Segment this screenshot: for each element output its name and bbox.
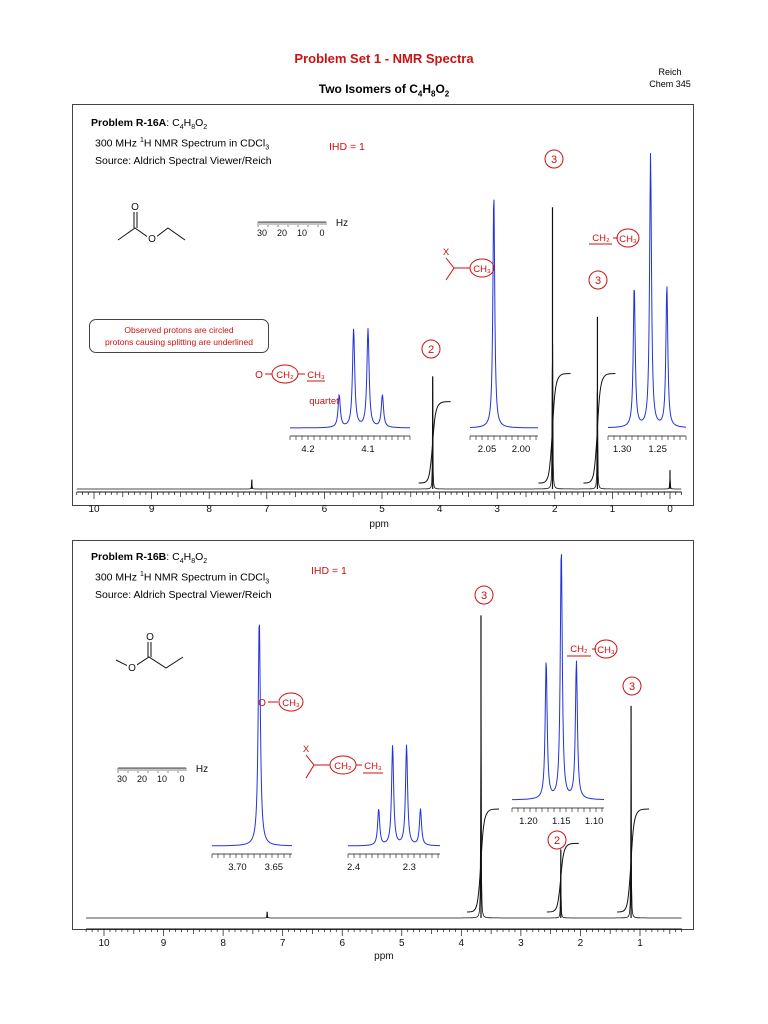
panel-a-source: Source: Aldrich Spectral Viewer/Reich	[95, 154, 272, 167]
group-b2-x: X	[302, 744, 310, 755]
x-axis-label: ppm	[374, 951, 394, 962]
panel-b-problem-label: Problem R-16B	[91, 551, 167, 563]
integral-curve	[538, 373, 570, 483]
integral-curve	[419, 402, 451, 483]
x-tick-label: 9	[160, 938, 167, 949]
molecule-a-carbonyl-o: O	[131, 202, 139, 213]
group-b3-ch3: CH₃	[597, 645, 615, 656]
inset-tick-label: 1.25	[648, 444, 667, 455]
x-tick-label: 10	[88, 504, 100, 515]
course-name: Chem 345	[649, 79, 691, 89]
group-a3-ch3: CH₃	[619, 234, 637, 245]
group-b3-ch2: CH₂	[570, 644, 588, 655]
panel-a-hz-label: 10	[296, 228, 308, 238]
panel-b-hz-label: 0	[179, 774, 185, 784]
x-tick-label: 9	[148, 504, 155, 515]
panel-b-ihd: IHD = 1	[311, 565, 347, 577]
panel-b-header: Problem R-16B: $C_4H_8O_2$ 300 MHz $^1$H NMR Spectrum in CDCl$_3$ Source: Aldrich Spectral Viewer/Reich	[91, 551, 272, 601]
page-subtitle: Two Isomers of $C_4H_8O_2$	[318, 82, 450, 99]
inset-tick-label: 1.15	[552, 816, 571, 827]
integral-label-3-methyl: 3	[594, 275, 602, 287]
group-b2-ch3: CH₃	[364, 761, 382, 772]
group-a1-o: O	[255, 370, 263, 381]
x-tick-label: 10	[98, 938, 110, 949]
integral-curve	[583, 373, 615, 483]
x-tick-label: 0	[667, 504, 673, 515]
integral-label-2-b: 2	[553, 835, 561, 847]
inset-tick-label: 2.00	[511, 444, 531, 455]
x-tick-label: 6	[321, 504, 328, 515]
panel-a-hz-label: 0	[319, 228, 325, 238]
integral-label-3-ome: 3	[480, 590, 488, 602]
note-line-2: protons causing splitting are underlined	[105, 337, 253, 347]
group-a3-ch2: CH₂	[592, 233, 610, 244]
integral-label-3-acetyl: 3	[550, 154, 558, 166]
panel-a-hz-unit: Hz	[335, 218, 349, 229]
inset-tick-label: 1.10	[584, 816, 604, 827]
group-b1-o: O	[258, 698, 266, 709]
group-a2-ch3: CH₃	[473, 264, 491, 275]
inset-tick-label: 4.2	[301, 444, 315, 455]
x-tick-label: 5	[379, 504, 385, 515]
group-b2-skeleton	[306, 755, 314, 778]
x-tick-label: 4	[436, 504, 443, 515]
inset-trace	[608, 153, 686, 427]
molecule-b-ester-o: O	[128, 663, 136, 674]
panel-a-hz-label: 20	[276, 228, 288, 238]
panel-b-hz-label: 30	[116, 774, 128, 784]
panel-a-problem-label: Problem R-16A	[91, 117, 167, 129]
inset-tick-label: 4.1	[361, 444, 375, 455]
inset-trace	[212, 625, 292, 846]
inset-tick-label: 2.3	[402, 862, 416, 873]
x-tick-label: 1	[609, 504, 616, 515]
x-tick-label: 4	[458, 938, 465, 949]
molecule-b-skeleton	[116, 657, 183, 668]
x-tick-label: 5	[398, 938, 405, 949]
panel-a-ihd: IHD = 1	[329, 141, 365, 153]
molecule-b-carbonyl-o: O	[146, 632, 154, 643]
inset-tick-label: 1.30	[612, 444, 632, 455]
x-tick-label: 7	[279, 938, 286, 949]
group-a2-x: X	[442, 247, 450, 258]
x-tick-label: 8	[206, 504, 212, 515]
integral-curve	[617, 809, 649, 912]
panel-a-hz-label: 30	[256, 228, 268, 238]
x-axis-label: ppm	[369, 519, 389, 530]
group-a2-skeleton	[446, 258, 454, 280]
x-tick-label: 2	[577, 938, 584, 949]
group-a1-ch2: CH₂	[276, 370, 294, 381]
x-tick-label: 6	[339, 938, 346, 949]
integral-label-2: 2	[427, 344, 435, 356]
x-tick-label: 7	[264, 504, 270, 515]
x-tick-label: 2	[552, 504, 558, 515]
integral-curve	[547, 843, 579, 912]
panel-a-header: Problem R-16A: $C_4H_8O_2$ 300 MHz $^1$H NMR Spectrum in CDCl$_3$ Source: Aldrich Spectral Viewer/Reich	[91, 117, 272, 167]
x-tick-label: 1	[637, 938, 643, 949]
inset-tick-label: 1.20	[519, 816, 538, 827]
inset-trace	[348, 745, 440, 846]
page-title: Problem Set 1 - NMR Spectra	[294, 51, 474, 66]
integral-curve	[467, 809, 499, 912]
panel-b-hz-unit: Hz	[195, 764, 209, 775]
x-tick-label: 3	[494, 504, 500, 515]
inset-tick-label: 3.70	[228, 862, 247, 873]
integral-label-3-b: 3	[628, 681, 636, 693]
panel-b-hz-label: 20	[136, 774, 148, 784]
x-tick-label: 3	[518, 938, 524, 949]
group-b1-ch3: CH₃	[282, 698, 300, 709]
author-name: Reich	[658, 67, 682, 77]
panel-b-spectrum-line: 300 MHz $^1$H NMR Spectrum in CDCl$_3$	[95, 571, 270, 586]
spectrum-trace-R-16A	[77, 344, 682, 489]
inset-tick-label: 2.05	[477, 444, 497, 455]
group-b2-ch2: CH₂	[334, 761, 352, 772]
molecule-a-ester-o: O	[148, 234, 156, 245]
group-a1-ch3: CH₃	[307, 370, 325, 381]
inset-trace	[470, 200, 538, 428]
panel-b-source: Source: Aldrich Spectral Viewer/Reich	[95, 588, 272, 601]
quartet-label: quartet	[309, 396, 339, 407]
inset-tick-label: 3.65	[264, 862, 284, 873]
panel-a-spectrum-line: 300 MHz $^1$H NMR Spectrum in CDCl$_3$	[95, 137, 270, 152]
inset-trace	[512, 554, 604, 799]
note-line-1: Observed protons are circled	[124, 325, 234, 335]
panel-b-hz-label: 10	[156, 774, 168, 784]
x-tick-label: 8	[220, 938, 226, 949]
inset-tick-label: 2.4	[346, 862, 361, 873]
